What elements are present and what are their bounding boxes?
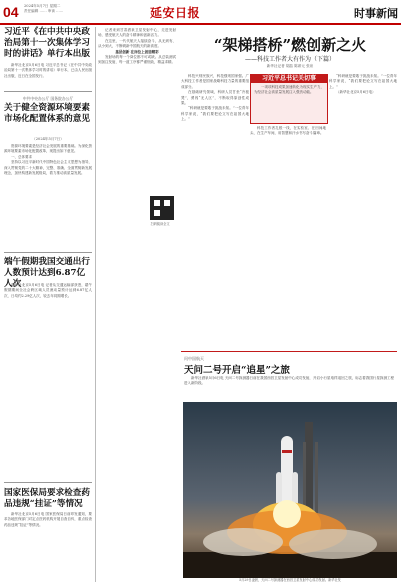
- paragraph: 发射场的每一个岗位都不可或缺。从总装测试到加注发射，每一道工序都严谨细致，精益求精。: [98, 55, 176, 65]
- article-body: [4, 144, 92, 252]
- subfeature-headline: 天问二号开启“追星”之旅: [184, 365, 290, 376]
- section-title: 时事新闻: [354, 7, 398, 20]
- photo-caption: 5月29日凌晨，天问二号探测器在西昌卫星发射中心成功发射。新华社发: [239, 578, 341, 582]
- masthead: [0, 0, 401, 24]
- newspaper-logo: 延安日报: [150, 6, 201, 20]
- page-number: 04: [3, 4, 19, 20]
- article-headline: 关于健全资源环境要素市场化配置体系的意见: [4, 103, 90, 124]
- paragraph: 新华社北京5月6日电 国家医保局日前印发通知，要求各地医保部门对定点医药机构开展自查自纠，重点检查药品违规“挂证”等情况。: [4, 512, 92, 527]
- paragraph: 资源环境要素是经济社会发展的重要基础。为深化资源环境要素市场化配置改革，现提出如下意见。: [4, 144, 92, 154]
- paragraph: 记者来到甘肃酒泉卫星发射中心，走进发射场，感受航天人的奋斗精神和创新活力。: [98, 28, 176, 38]
- article-headline: 国家医保局要求检查药品违规“挂证”等情况: [4, 488, 90, 509]
- article-body: [250, 126, 326, 349]
- paragraph: 新华社酒泉5月6日电 天问二号探测器日前在我国西昌卫星发射中心成功发射，开启小行星取样返回之旅，标志着我国行星探测工程进入新阶段。: [184, 376, 394, 386]
- feature-headline: “架梯搭桥”燃创新之火: [213, 36, 367, 54]
- subheading: 基层创新 在岗位上创造精彩: [115, 49, 159, 54]
- paragraph: （新华社北京5月6日电）: [336, 90, 376, 95]
- paragraph: “科研就是要敢于挑战未知。”一位青年科学家说，“我们要把论文写在祖国大地上。”: [181, 106, 249, 122]
- paragraph: 科技工作者扎根一线，在实验室、在田间地头、在生产车间，用智慧和汗水书写奋斗篇章。: [250, 126, 326, 136]
- rocket-launch-photo: [183, 402, 397, 578]
- article-body: [4, 63, 92, 84]
- subfeature-kicker: 问中国航天: [184, 356, 204, 361]
- divider: [4, 91, 92, 92]
- paragraph: “科研就是要敢于挑战未知。”一位青年科学家说，“我们要把论文写在祖国大地上。”: [329, 74, 397, 89]
- date-line: 2024年5月7日 星期二: [24, 4, 61, 8]
- paragraph: 新华社北京5月6日电 习近平总书记《在中共中央政治局第十一次集体学习时的讲话》单行本，已由人民出版社出版，近日在全国发行。: [4, 63, 92, 78]
- article-kicker: 中共中央办公厅 国务院办公厅: [22, 96, 74, 101]
- issue-date: [24, 4, 88, 13]
- callout-title: 习近平总书记关切事: [251, 75, 327, 83]
- paragraph: 一、总体要求: [11, 154, 32, 159]
- feature-callout-box: [250, 74, 328, 124]
- divider: [181, 351, 397, 352]
- article-body: [4, 512, 92, 582]
- paragraph: 新华社北京5月6日电 记者从交通运输部获悉，端午假期期间全社会跨区域人员流动量预计达到6.87亿人次，日均约2.29亿人次，较去年同期增长。: [4, 283, 92, 298]
- feature-subtitle: ——科技工作者大有作为（下篇）: [244, 56, 335, 63]
- divider: [4, 482, 92, 483]
- qr-caption: 扫码阅读全文: [150, 222, 170, 226]
- paragraph: 在这里，一代代航天人接续奋斗，从无到有、从小到大，不断刷新中国航天的新高度。: [98, 38, 176, 49]
- article-date: （2024年5月7日）: [32, 137, 64, 141]
- paragraph: 一项项科技成果加速转化为现实生产力，为经济社会高质量发展注入强劲动能。: [254, 85, 324, 95]
- paragraph: 坚持以习近平新时代中国特色社会主义思想为指导，深入贯彻党的二十大精神，完整、准确、全面贯彻新发展理念，加快构建新发展格局，着力推动高质量发展。: [4, 160, 92, 176]
- rocket-illustration: [183, 402, 397, 578]
- article-headline: 端午假期我国交通出行人数预计达到6.87亿人次: [4, 257, 90, 289]
- masthead-rule: [0, 23, 401, 25]
- article-body: [329, 74, 397, 344]
- article-body: [181, 74, 249, 309]
- article-body: [98, 28, 176, 268]
- date-line: 责任编辑 …… 审读 ……: [24, 8, 64, 13]
- article-headline: 习近平《在中共中央政治局第十一次集体学习时的讲话》单行本出版: [4, 27, 90, 59]
- paragraph: 在基础研究领域，科研人员甘坐“冷板凳”，勇闯“无人区”，不断取得原创性成果。: [181, 90, 249, 106]
- qr-code[interactable]: [150, 196, 174, 220]
- feature-byline: 新华社记者 胡喆 陈席元 张泉: [266, 64, 314, 68]
- callout-body: [251, 83, 327, 123]
- divider: [4, 252, 92, 253]
- paragraph: 科技兴则民族兴，科技强则国家强。广大科技工作者是国家战略科技力量的重要组成部分。: [181, 74, 249, 89]
- column-rule: [95, 27, 96, 582]
- article-body: [4, 283, 92, 515]
